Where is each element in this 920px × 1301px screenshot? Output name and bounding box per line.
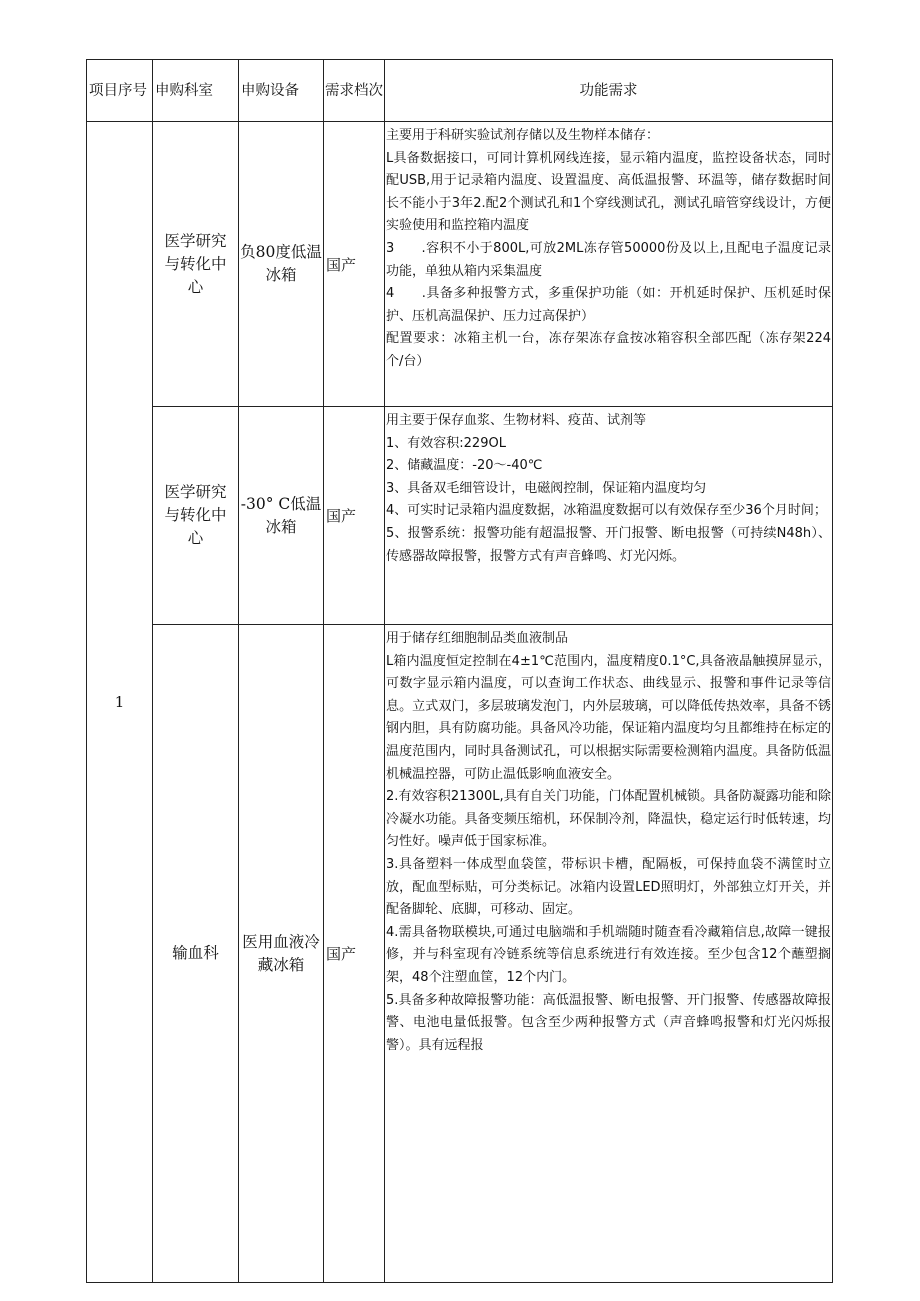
requirement-line: 2、储藏温度：-20〜-40℃: [386, 458, 543, 474]
requirement-line: 5.具备多种故障报警功能：高低温报警、断电报警、开门报警、传感器故障报警、电池电量低报警。包含至少两种报警方式（声音蜂鸣报警和灯光闪烁报警）。具有远程报: [386, 992, 831, 1053]
requirement-line: 3 .容积不小于800L,可放2ML冻存管50000份及以上,且配电子温度记录功能，单独从箱内采集温度: [386, 240, 831, 279]
header-demand-level: 需求档次: [324, 60, 385, 122]
requirement-line: 3、具备双毛细管设计，电磁阀控制，保证箱内温度均匀: [386, 480, 707, 496]
requirement-line: 配置要求：冰箱主机一台，冻存架冻存盒按冰箱容积全部匹配（冻存架224个/台）: [386, 331, 831, 369]
device-cell: -30° C低温冰箱: [239, 407, 324, 625]
requirement-line: 用主要于保存血浆、生物材料、疫苗、试剂等: [386, 413, 647, 428]
department-cell: 输血科: [153, 625, 239, 1283]
header-department: 申购科室: [153, 60, 239, 122]
header-item-no: 项目序号: [87, 60, 153, 122]
requirement-line: 4、可实时记录箱内温度数据，冰箱温度数据可以有效保存至少36个月时间；: [386, 503, 827, 519]
header-row: [87, 60, 833, 122]
demand-level-cell: 国产: [324, 122, 385, 407]
requirement-line: 用于储存红细胞制品类血液制品: [386, 631, 569, 646]
requirement-line: 3.具备塑料一体成型血袋筐，带标识卡槽，配隔板，可保持血袋不满筐时立放，配血型标贴，可分类标记。冰箱内设置LED照明灯，外部独立灯开关，并配备脚轮、底脚，可移动、固定。: [386, 856, 831, 918]
item-number: 1: [87, 122, 153, 1283]
header-device: 申购设备: [239, 60, 324, 122]
requirement-line: L箱内温度恒定控制在4±1℃范围内，温度精度0.1°C,具备液晶触摸屏显示，可数字显示箱内温度，可以查询工作状态、曲线显示、报警和事件记录等信息。立式双门，多层玻璃发泡门，内外层玻璃，可以降低传热效率，具备不锈钢内胆，具有防腐功能。具备风冷功能，保证箱内温度均匀且都维持在标定的温度范围内，同时具备测试孔，可以根据实际需要检测箱内温度。具备防低温机械温控器，可防止温低影响血液安全。: [386, 653, 831, 782]
requirements-cell: [385, 122, 833, 407]
requirement-line: 主要用于科研实验试剂存储以及生物样本储存：: [386, 128, 660, 143]
demand-level-cell: 国产: [324, 407, 385, 625]
requirement-line: 5、报警系统：报警功能有超温报警、开门报警、断电报警（可持续N48h）、传感器故障报警，报警方式有声音蜂鸣、灯光闪烁。: [386, 525, 831, 564]
requirement-line: 1、有效容积:229OL: [386, 435, 506, 451]
requirements-cell: [385, 407, 833, 625]
requirements-cell: [385, 625, 833, 1283]
device-cell: 负80度低温冰箱: [239, 122, 324, 407]
table-row: [87, 407, 833, 625]
procurement-table: [86, 59, 833, 1283]
table-row: [87, 625, 833, 1283]
demand-level-cell: 国产: [324, 625, 385, 1283]
requirement-line: 4.需具备物联模块,可通过电脑端和手机端随时随查看冷藏箱信息,故障一键报修，并与科室现有冷链系统等信息系统进行有效连接。至少包含12个蘸塑搁架，48个注塑血筐，12个内门。: [386, 924, 831, 985]
requirement-line: 2.有效容积21300L,具有自关门功能，门体配置机械锁。具备防凝露功能和除冷凝水功能。具备变频压缩机，环保制冷剂，降温快，稳定运行时低转速，均匀性好。噪声低于国家标准。: [386, 789, 831, 850]
device-cell: 医用血液冷藏冰箱: [239, 625, 324, 1283]
department-cell: 医学研究与转化中心: [153, 407, 239, 625]
table-row: [87, 122, 833, 407]
department-cell: 医学研究与转化中心: [153, 122, 239, 407]
header-requirements: 功能需求: [385, 60, 833, 122]
requirement-line: L具备数据接口，可同计算机网线连接，显示箱内温度，监控设备状态，同时配USB,用于记录箱内温度、设置温度、高低温报警、环温等，储存数据时间长不能小于3年2.配2个测试孔和1个穿线测试孔，测试孔暗管穿线设计，方便实验使用和监控箱内温度: [386, 150, 831, 234]
requirement-line: 4 .具备多种报警方式，多重保护功能（如：开机延时保护、压机延时保护、压机高温保护、压力过高保护）: [386, 286, 831, 324]
